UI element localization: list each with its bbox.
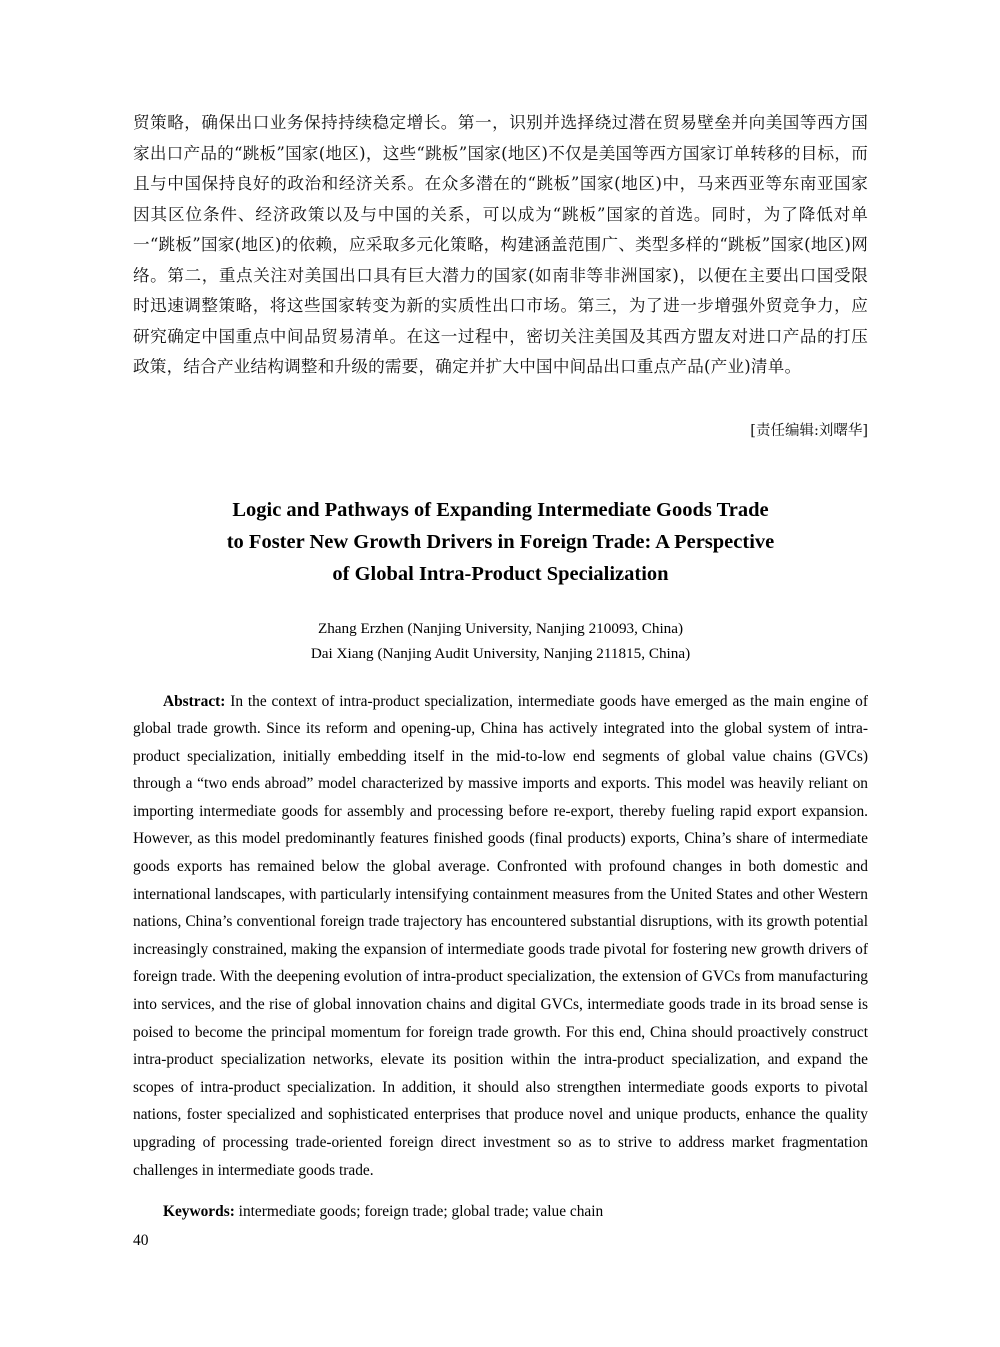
author-line-1: Zhang Erzhen (Nanjing University, Nanjing 210093, China): [317, 619, 684, 637]
abstract-section: [133, 688, 868, 1185]
abstract-label: Abstract:: [163, 692, 226, 710]
editor-credit: [责任编辑:刘曙华]: [750, 422, 868, 439]
title-line-3: of Global Intra-Product Specialization: [332, 562, 669, 585]
chinese-paragraph: 贸策略，确保出口业务保持持续稳定增长。第一，识别并选择绕过潜在贸易壁垒并向美国等西方国家出口产品的“跳板”国家(地区)，这些“跳板”国家(地区)不仅是美国等西方国家订单转移的目标，而且与中国保持良好的政治和经济关系。在众多潜在的“跳板”国家(地区)中，马来西亚等东南亚国家因其区位条件、经济政策以及与中国的关系，可以成为“跳板”国家的首选。同时，为了降低对单一“跳板”国家(地区)的依赖，应采取多元化策略，构建涵盖范围广、类型多样的“跳板”国家(地区)网络。第二，重点关注对美国出口具有巨大潜力的国家(如南非等非洲国家)，以便在主要出口国受限时迅速调整策略，将这些国家转变为新的实质性出口市场。第三，为了进一步增强外贸竞争力，应研究确定中国重点中间品贸易清单。在这一过程中，密切关注美国及其西方盟友对进口产品的打压政策，结合产业结构调整和升级的需要，确定并扩大中国中间品出口重点产品(产业)清单。: [133, 113, 868, 376]
chinese-body-text: [133, 108, 868, 383]
keywords-label: Keywords:: [163, 1203, 235, 1221]
title-line-1: Logic and Pathways of Expanding Intermediate Goods Trade: [232, 498, 769, 521]
keywords-text: intermediate goods; foreign trade; global trade; value chain: [234, 1203, 604, 1221]
keywords-section: [133, 1198, 868, 1226]
page-content: [133, 108, 868, 1226]
title-line-2: to Foster New Growth Drivers in Foreign Trade: A Perspective: [226, 530, 775, 553]
author-affiliations: [133, 616, 868, 666]
article-title: [133, 494, 868, 590]
page-number: 40: [133, 1232, 149, 1249]
abstract-paragraph: [133, 688, 868, 1185]
author-line-2: Dai Xiang (Nanjing Audit University, Nanjing 211815, China): [310, 644, 691, 662]
abstract-text: In the context of intra-product specialization, intermediate goods have emerged as the main engine of global trade growth. Since its reform and opening-up, China has actively integrated into the global system of intra-product specialization, initially embedding itself in the mid-to-low end segments of global value chains (GVCs) through a “two ends abroad” model characterized by massive imports and exports. This model was heavily reliant on importing intermediate goods for assembly and processing before re-export, thereby fueling rapid export expansion. However, as this model predominantly features finished goods (final products) exports, China’s share of intermediate goods exports has remained below the global average. Confronted with profound changes in both domestic and international landscapes, with particularly intensifying containment measures from the United States and other Western nations, China’s conventional foreign trade trajectory has encountered substantial disruptions, with its growth potential increasingly constrained, making the expansion of intermediate goods trade pivotal for fostering new growth drivers of foreign trade. With the deepening evolution of intra-product specialization, the extension of GVCs from manufacturing into services, and the rise of global innovation chains and digital GVCs, intermediate goods trade in its broad sense is poised to become the principal momentum for foreign trade growth. For this end, China should proactively construct intra-product specialization networks, elevate its position within the intra-product specialization, and expand the scopes of intra-product specialization. In addition, it should also strengthen intermediate goods exports to pivotal nations, foster specialized and sophisticated enterprises that produce novel and unique products, enhance the quality upgrading of processing trade-oriented foreign direct investment so as to strive to address market fragmentation challenges in intermediate goods trade.: [133, 692, 868, 1179]
